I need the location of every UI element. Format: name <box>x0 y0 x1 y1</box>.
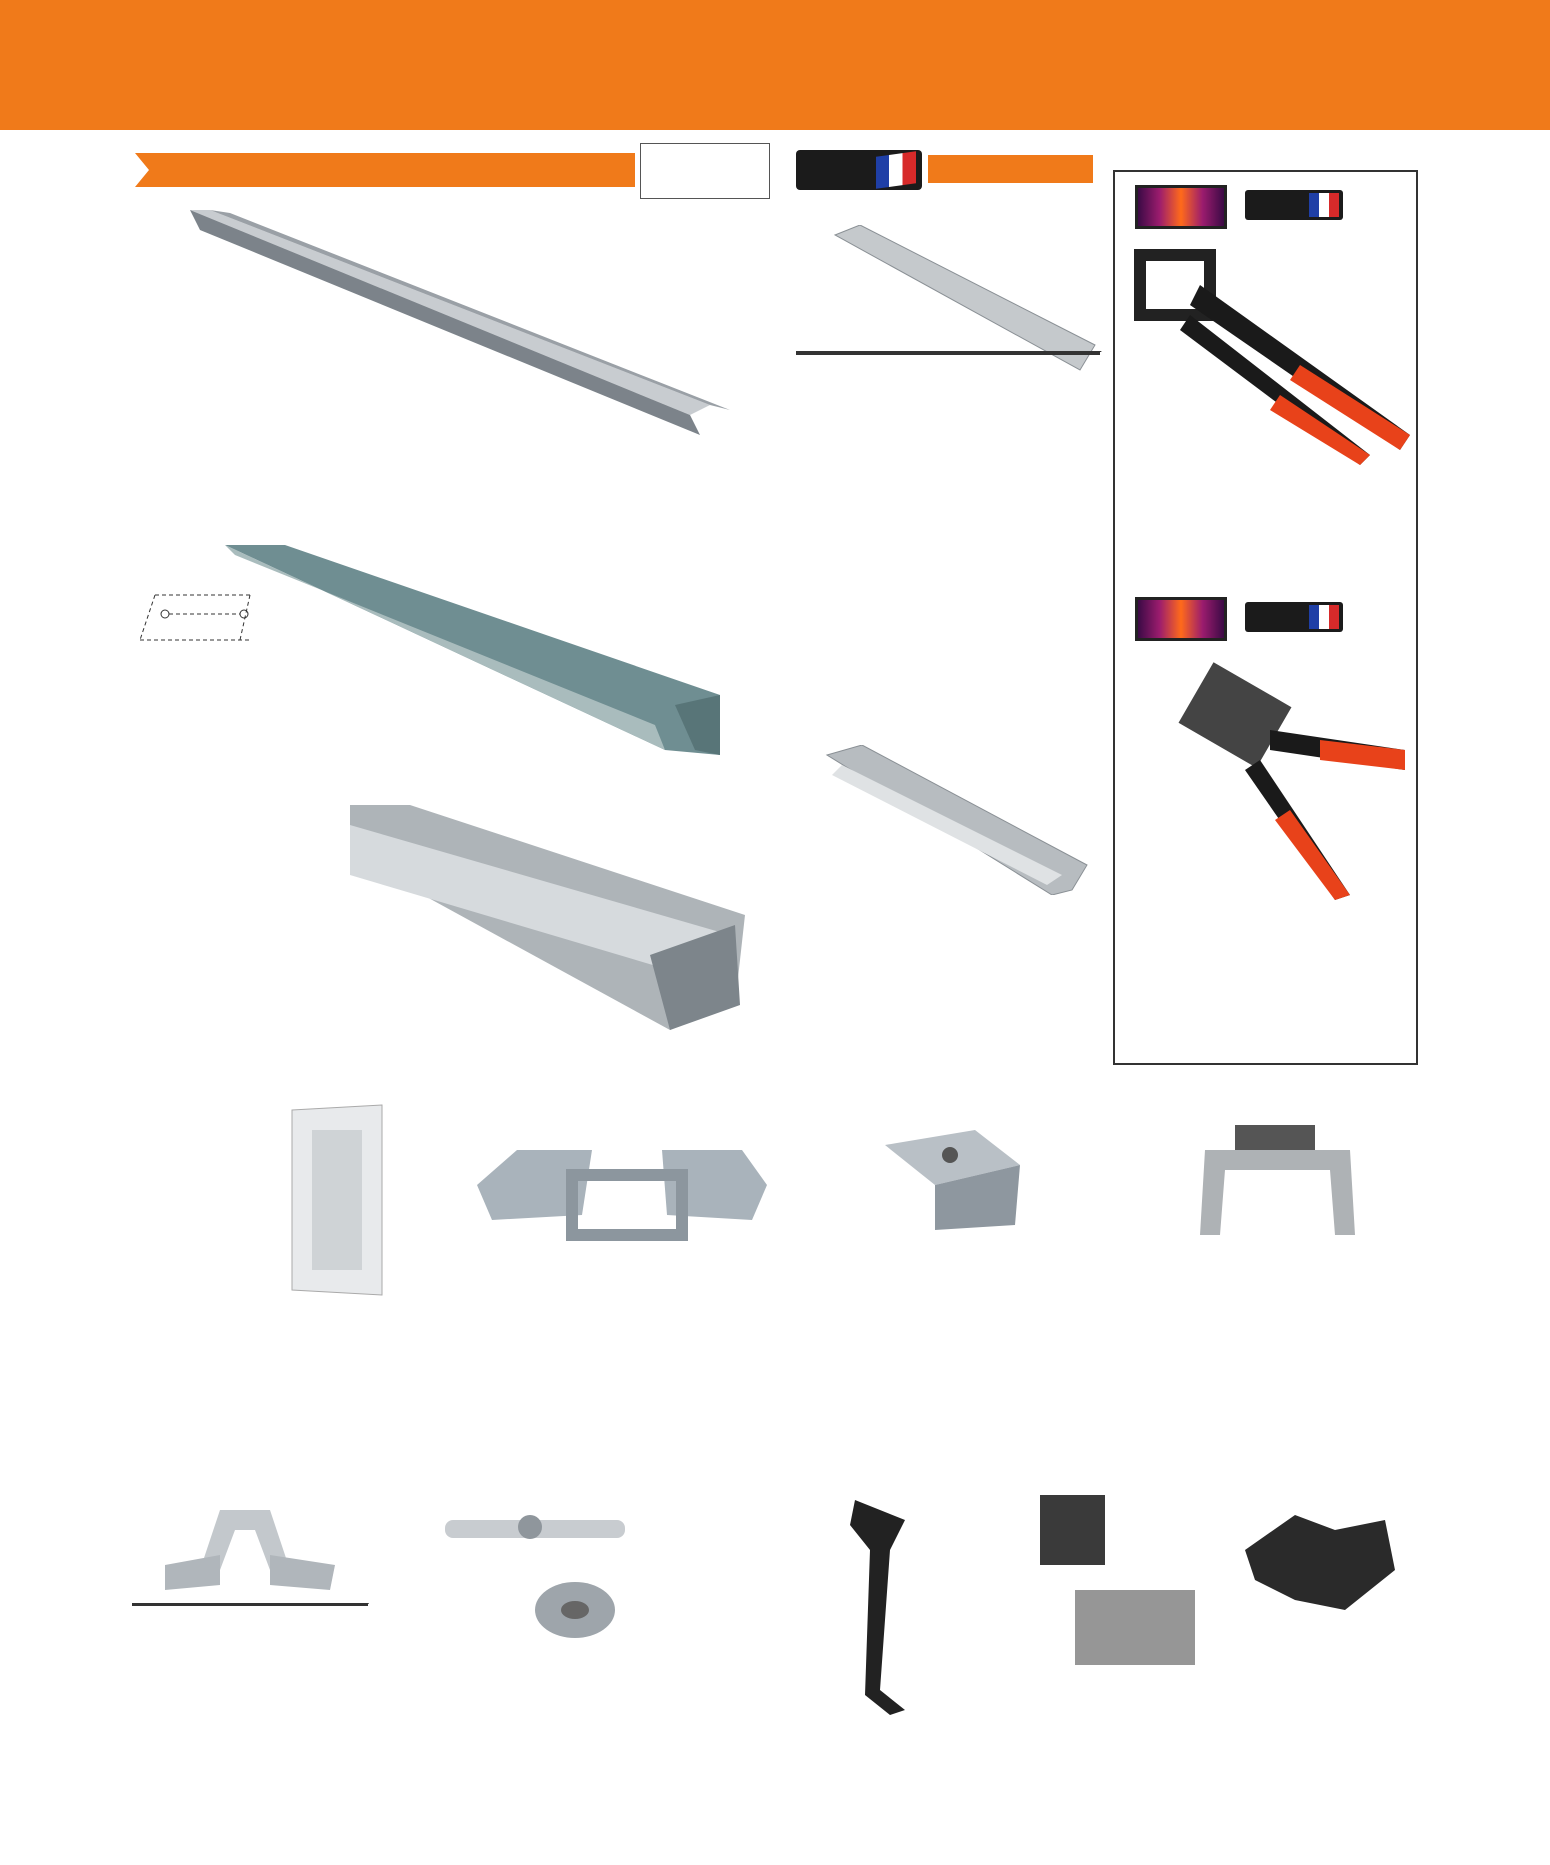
section-divider <box>928 155 1093 183</box>
bride-image <box>875 1125 1025 1235</box>
product-desc <box>132 1603 369 1604</box>
section-title-bar <box>135 153 635 187</box>
demi-colliers-image <box>160 1490 340 1600</box>
product-fourrure <box>132 350 440 352</box>
product-label-swatch <box>1135 185 1227 229</box>
lisse-image <box>225 545 725 760</box>
pince-master-image <box>1160 650 1410 910</box>
clips-image <box>835 1490 920 1720</box>
product-suspente <box>796 351 1100 355</box>
raccord-image <box>282 1100 392 1300</box>
category-sidebar <box>1462 130 1550 1820</box>
product-label-swatch <box>1135 597 1227 641</box>
pince-easy-image <box>1130 245 1415 465</box>
bride-pivot-image <box>1195 1120 1360 1240</box>
bascule-image <box>440 1505 630 1640</box>
french-flag-icon <box>876 151 916 189</box>
universel-image <box>472 1135 772 1245</box>
suspente-hourdis-image <box>1235 1510 1400 1620</box>
french-flag-icon <box>1309 605 1339 629</box>
group-header <box>132 1605 368 1606</box>
page-header <box>0 0 1550 130</box>
fabrication-francaise-badge-small <box>1245 190 1343 220</box>
perfor-diagram-drawing <box>140 590 265 650</box>
product-colliers <box>132 1603 368 1606</box>
page-number <box>1428 1832 1432 1863</box>
fabrication-francaise-badge-small <box>1245 602 1343 632</box>
suspentes-poutrelle-image <box>1035 1490 1200 1670</box>
isol-pro-logo <box>640 143 770 199</box>
fabrication-francaise-badge <box>796 150 922 190</box>
french-flag-icon <box>1309 193 1339 217</box>
group-header <box>796 354 1100 355</box>
secables-image <box>822 745 1092 895</box>
eclisse-image <box>350 805 750 1035</box>
fourrure-image <box>170 205 730 435</box>
perfor-diagram <box>140 590 265 650</box>
product-desc <box>796 351 1101 352</box>
